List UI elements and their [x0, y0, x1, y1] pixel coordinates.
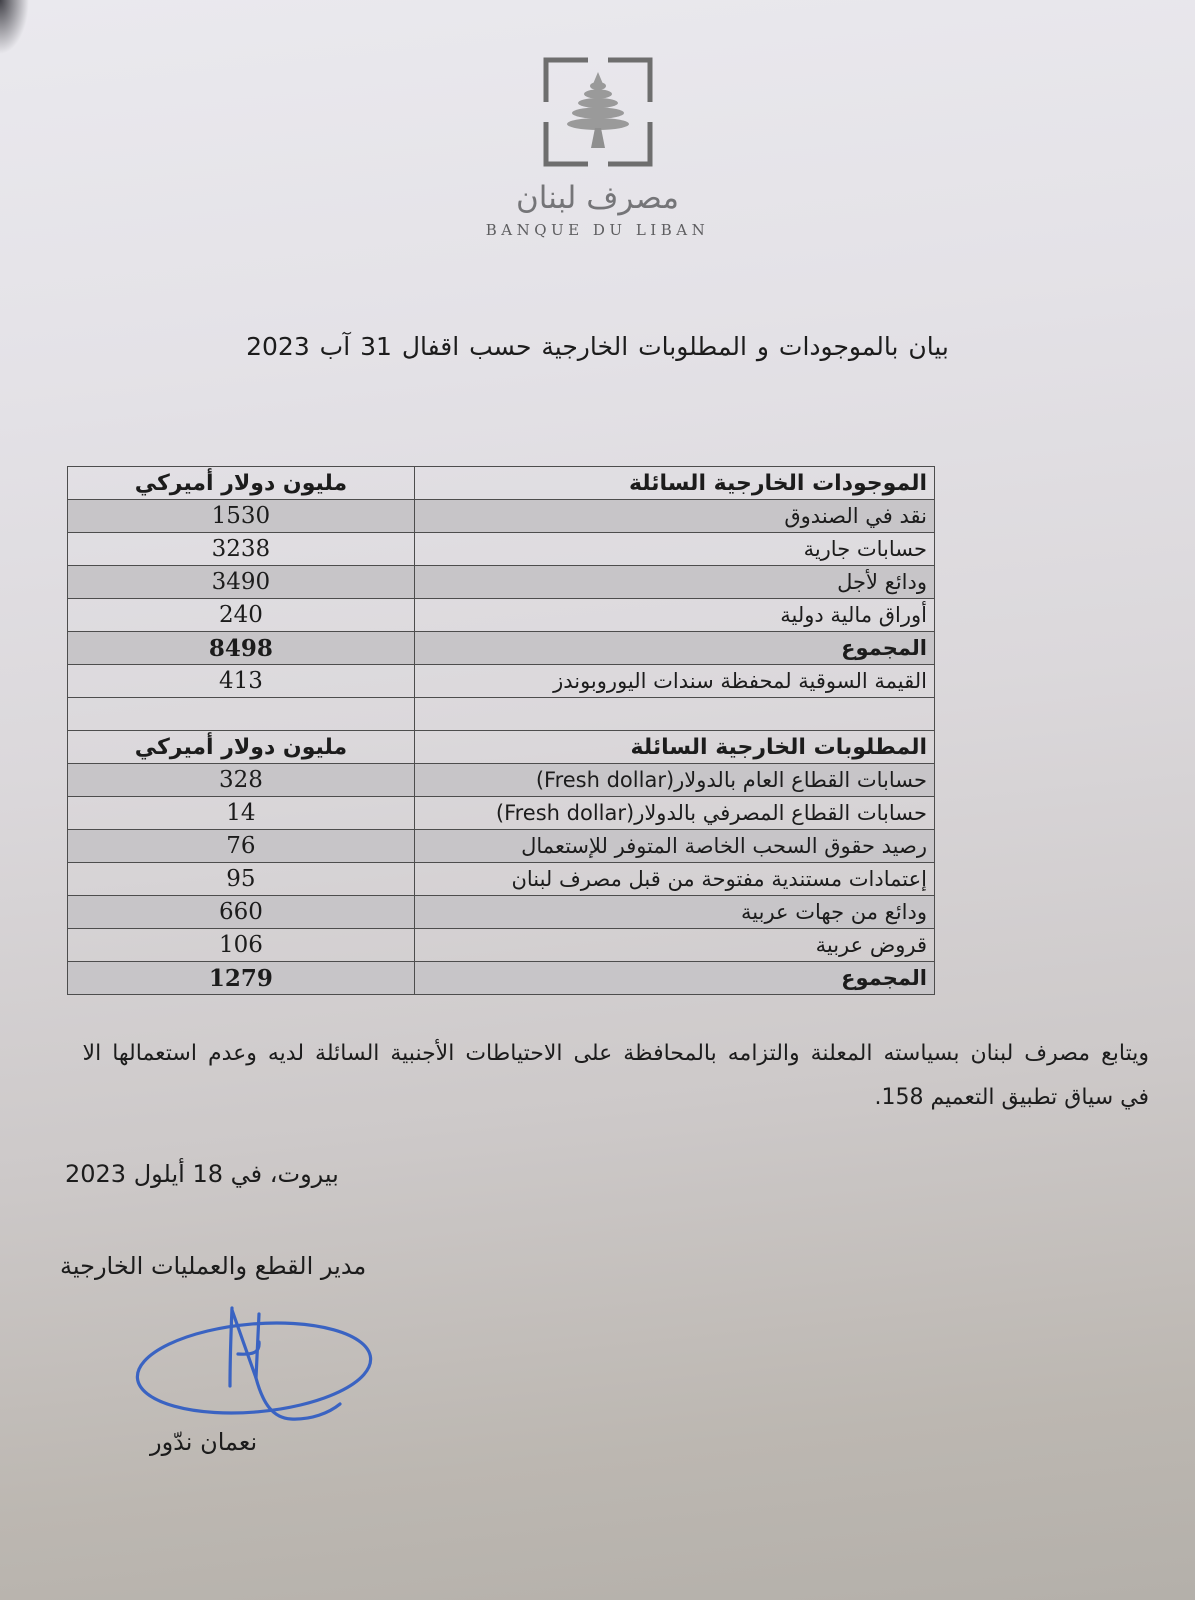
table-row: [68, 665, 935, 698]
table-row: [68, 533, 935, 566]
table-row: [68, 764, 935, 797]
row-value: 14: [68, 797, 415, 830]
table-row: [68, 797, 935, 830]
row-value: 3490: [68, 566, 415, 599]
row-label: حسابات القطاع العام بالدولار(Fresh dollar): [414, 764, 934, 797]
policy-note-line-1: ويتابع مصرف لبنان بسياسته المعلنة والتزامه بالمحافظة على الاحتياطات الأجنبية السائلة لديه وعدم استعمالها الا: [82, 1041, 1149, 1066]
table-row: [68, 566, 935, 599]
row-label: المجموع: [414, 962, 934, 995]
table-row: [68, 929, 935, 962]
policy-note-line-2: في سياق تطبيق التعميم 158.: [874, 1085, 1149, 1110]
bank-name-arabic: مصرف لبنان: [516, 180, 679, 216]
row-label: القيمة السوقية لمحفظة سندات اليوروبوندز: [414, 665, 934, 698]
section-header-unit: مليون دولار أميركي: [68, 467, 415, 500]
cedar-tree-logo-icon: [542, 56, 654, 168]
row-label: ودائع من جهات عربية: [414, 896, 934, 929]
table-spacer-row: [68, 698, 935, 731]
row-value: 240: [68, 599, 415, 632]
signatory-name: نعمان ندّور: [150, 1428, 258, 1456]
table-row: [68, 830, 935, 863]
spacer-cell: [414, 698, 934, 731]
row-value: 3238: [68, 533, 415, 566]
policy-note: [40, 1032, 1149, 1120]
row-label: نقد في الصندوق: [414, 500, 934, 533]
row-label: أوراق مالية دولية: [414, 599, 934, 632]
row-value: 8498: [68, 632, 415, 665]
scan-corner-shadow: [0, 0, 30, 56]
table-row: [68, 896, 935, 929]
table-row: [68, 863, 935, 896]
row-label: ودائع لأجل: [414, 566, 934, 599]
spacer-cell: [68, 698, 415, 731]
section-header-label: الموجودات الخارجية السائلة: [414, 467, 934, 500]
row-value: 1530: [68, 500, 415, 533]
section-header-label: المطلوبات الخارجية السائلة: [414, 731, 934, 764]
bank-name-latin: BANQUE DU LIBAN: [485, 221, 710, 239]
statement-table-body: [68, 467, 935, 995]
row-label: حسابات جارية: [414, 533, 934, 566]
table-row: [68, 632, 935, 665]
place-date-line: بيروت، في 18 أيلول 2023: [65, 1160, 339, 1188]
row-label: إعتمادات مستندية مفتوحة من قبل مصرف لبنان: [414, 863, 934, 896]
table-row: [68, 599, 935, 632]
row-value: 76: [68, 830, 415, 863]
table-row: [68, 500, 935, 533]
signatory-title: مدير القطع والعمليات الخارجية: [60, 1252, 367, 1280]
row-value: 328: [68, 764, 415, 797]
row-label: حسابات القطاع المصرفي بالدولار(Fresh dollar): [414, 797, 934, 830]
row-label: رصيد حقوق السحب الخاصة المتوفر للإستعمال: [414, 830, 934, 863]
row-label: المجموع: [414, 632, 934, 665]
row-value: 1279: [68, 962, 415, 995]
row-value: 106: [68, 929, 415, 962]
cedar-tree: [567, 72, 629, 148]
table-section-header-row: [68, 467, 935, 500]
statement-table: [67, 466, 935, 995]
section-header-unit: مليون دولار أميركي: [68, 731, 415, 764]
row-value: 660: [68, 896, 415, 929]
row-value: 413: [68, 665, 415, 698]
row-value: 95: [68, 863, 415, 896]
row-label: قروض عربية: [414, 929, 934, 962]
bank-logo: [0, 56, 1195, 239]
table-section-header-row: [68, 731, 935, 764]
table-row: [68, 962, 935, 995]
handwritten-signature-icon: [126, 1292, 388, 1434]
document-title: بيان بالموجودات و المطلوبات الخارجية حسب اقفال 31 آب 2023: [246, 332, 949, 361]
